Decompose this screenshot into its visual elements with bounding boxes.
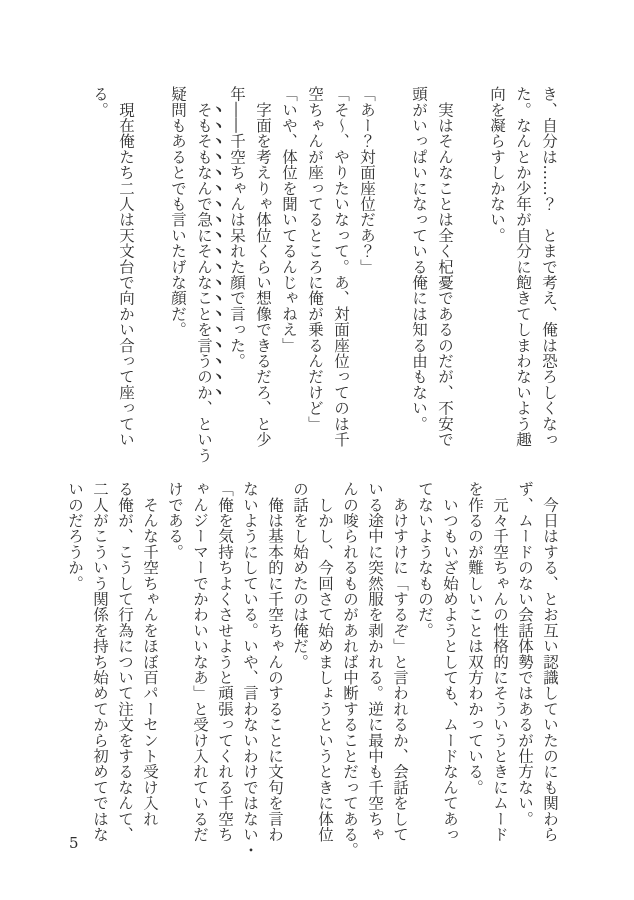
text-column: 今日はする、とお互い認識していたのにも関わら (541, 481, 559, 843)
text-column: 疑問もあるとでも言いたげな顔だ。 (169, 86, 187, 338)
text-column: いのだろうか。 (66, 481, 84, 591)
text-column: を作るのが難しいことは双方わかっている。 (466, 481, 484, 795)
text-column: あけすけに「するぞ」と言われるか、会話をして (391, 481, 409, 843)
text-column: た。なんとか少年が自分に飽きてしまわないよう趣 (514, 86, 532, 448)
text-column: 俺は基本的に千空ちゃんのすることに文句を言わ (266, 481, 284, 843)
text-column: 「いや、体位を聞いてるんじゃねえ」 (280, 86, 298, 353)
text-column: ず、ムードのない会話体勢ではあるが仕方ない。 (516, 481, 534, 827)
text-column: 現在俺たち二人は天文台で向かい合って座ってい (117, 86, 135, 448)
text-column: いる途中に突然服を剥かれる。逆に最中も千空ちゃ (366, 481, 384, 843)
text-column: 頭がいっぱいになっている俺には知る由もない。 (410, 86, 428, 432)
text-column: いつもいざ始めようとしても、ムードなんてあっ (441, 481, 459, 843)
text-column: んの唆られるものがあれば中断することだってある。 (341, 481, 359, 858)
blank-column (139, 86, 165, 470)
plain-text (195, 86, 213, 102)
plain-text: 、という (195, 400, 213, 463)
page-number: 5 (69, 834, 79, 852)
text-column: 向を凝らすしかない。 (488, 86, 506, 243)
text-column: る。 (91, 86, 109, 118)
text-column: 空ちゃんが座ってるところに俺が乗るんだけど」 (306, 86, 324, 432)
blank-column (380, 86, 406, 470)
text-column: てないようなものだ。 (416, 481, 434, 638)
text-column: しかし、今回さて始めましょうというときに体位 (316, 481, 334, 843)
text-column: る俺が、こうして行為について注文をするなんて、 (116, 481, 134, 843)
text-column: そんな千空ちゃんをほぼ百パーセント受け入れ (141, 481, 159, 827)
text-column: 「そ〜、やりたいなって。あ、対面座位ってのは千 (332, 86, 350, 448)
text-column: 「俺を気持ちよくさせようと頑張ってくれる千空ち (216, 481, 234, 843)
text-column: 二人がこういう関係を持ち始めてから初めてではな (91, 481, 109, 843)
top-text-block (87, 86, 562, 470)
blank-column (458, 86, 484, 470)
text-column: 実はそんなことは全く杞憂であるのだが、不安で (436, 86, 454, 448)
text-column: ゃんジーマーでかわいいなあ」と受け入れているだ (191, 481, 209, 843)
text-column: ないようにしている。いや、言わないわけではない・ (241, 481, 259, 858)
bottom-text-block (62, 481, 562, 869)
text-column: の話をし始めたのは俺だ。 (291, 481, 309, 670)
text-column: 字面を考えりゃ体位くらい想像できるだろ、と少 (254, 86, 272, 448)
emphasized-text: そもそもなんで急にそんなことを言うのか (195, 101, 213, 401)
text-column (191, 86, 224, 470)
text-column: 「あー？対面座位だあ？」 (358, 86, 376, 275)
text-column: 年――千空ちゃんは呆れた顔で言った。 (228, 86, 246, 369)
text-column: 元々千空ちゃんの性格的にそういうときにムード (491, 481, 509, 843)
text-column: き、自分は……？ とまで考え、俺は恐ろしくなっ (540, 86, 558, 448)
text-column: けである。 (166, 481, 184, 560)
